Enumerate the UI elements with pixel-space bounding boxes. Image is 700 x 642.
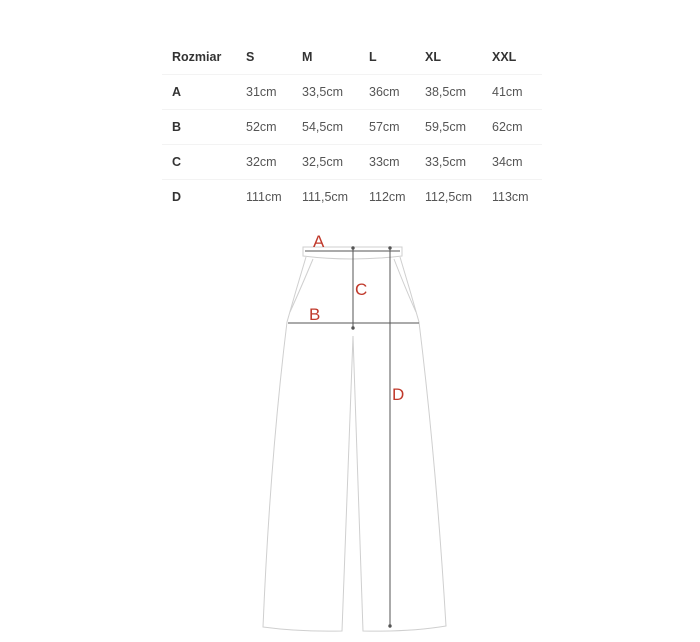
- label-c: C: [355, 280, 368, 299]
- row-label: D: [172, 190, 182, 204]
- table-cell: 36cm: [369, 85, 400, 99]
- table-cell: 33cm: [369, 155, 400, 169]
- label-d: D: [392, 385, 405, 404]
- row-label: A: [172, 85, 182, 99]
- header-xl: XL: [425, 50, 441, 64]
- header-s: S: [246, 50, 255, 64]
- header-m: M: [302, 50, 313, 64]
- table-cell: 33,5cm: [425, 155, 466, 169]
- table-cell: 112cm: [369, 190, 406, 204]
- table-cell: 41cm: [492, 85, 523, 99]
- table-cell: 113cm: [492, 190, 529, 204]
- table-cell: 32cm: [246, 155, 277, 169]
- header-l: L: [369, 50, 377, 64]
- table-cell: 62cm: [492, 120, 523, 134]
- label-b: B: [309, 305, 321, 324]
- table-cell: 52cm: [246, 120, 277, 134]
- label-a: A: [313, 232, 325, 251]
- table-cell: 111cm: [246, 190, 282, 204]
- header-rozmiar: Rozmiar: [172, 50, 222, 64]
- table-cell: 32,5cm: [302, 155, 343, 169]
- row-label: B: [172, 120, 182, 134]
- table-cell: 33,5cm: [302, 85, 343, 99]
- table-cell: 34cm: [492, 155, 523, 169]
- table-cell: 59,5cm: [425, 120, 466, 134]
- table-cell: 112,5cm: [425, 190, 473, 204]
- row-label: C: [172, 155, 182, 169]
- table-cell: 57cm: [369, 120, 400, 134]
- header-xxl: XXL: [492, 50, 517, 64]
- table-cell: 111,5cm: [302, 190, 349, 204]
- table-cell: 38,5cm: [425, 85, 466, 99]
- table-cell: 31cm: [246, 85, 277, 99]
- table-cell: 54,5cm: [302, 120, 343, 134]
